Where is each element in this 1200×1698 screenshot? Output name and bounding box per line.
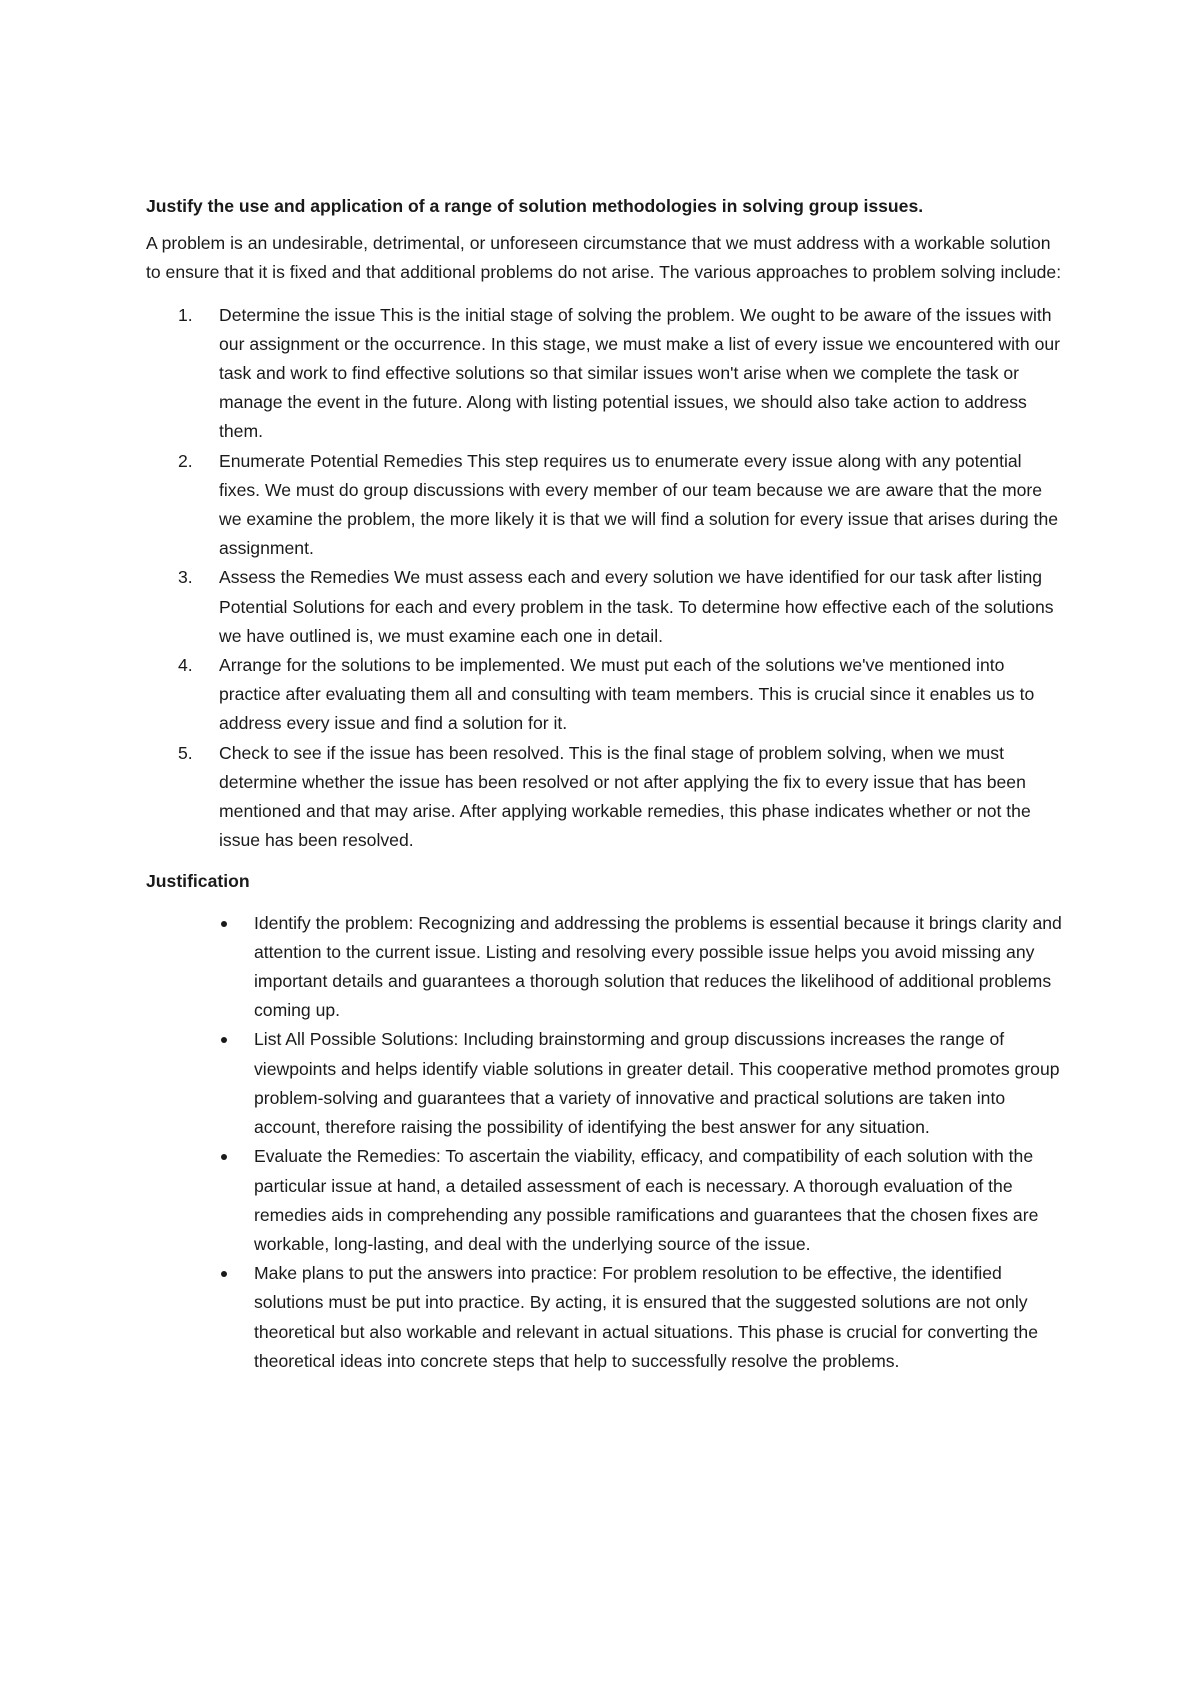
list-item [146,909,1066,1026]
list-item-text: Determine the issue This is the initial stage of solving the problem. We ought to be aware of the issues with our assignment or the occurrence. In this stage, we must make a list of every issue we encountered with our task and work to find effective solutions so that similar issues won't arise when we complete the task or manage the event in the future. Along with listing potential issues, we should also take action to address them. [219,304,1060,442]
document-heading: Justify the use and application of a range of solution methodologies in solving group issues. [146,196,924,216]
bullet-icon [221,1037,227,1043]
list-item [146,1025,1066,1142]
list-item [146,301,1066,447]
list-number: 4. [178,655,193,676]
list-item [146,447,1066,564]
list-item [146,739,1066,856]
list-item [146,651,1066,739]
list-item-text: Make plans to put the answers into practice: For problem resolution to be effective, the identified solutions must be put into practice. By acting, it is ensured that the suggested solutions are not only theoretical but also workable and relevant in actual situations. This phase is crucial for converting the theoretical ideas into concrete steps that help to successfully resolve the problems. [254,1263,1039,1371]
list-item [146,1259,1066,1376]
list-item [146,563,1066,651]
justification-list [146,909,1066,1376]
list-item-text: List All Possible Solutions: Including brainstorming and group discussions increases the range of viewpoints and helps identify viable solutions in greater detail. This cooperative method promotes group problem-solving and guarantees that a variety of innovative and practical solutions are taken into account, therefore raising the possibility of identifying the best answer for any situation. [254,1029,1060,1138]
list-number: 5. [178,742,193,763]
list-number: 3. [178,567,193,588]
list-item-text: Evaluate the Remedies: To ascertain the viability, efficacy, and compatibility of each solution with the particular issue at hand, a detailed assessment of each is necessary. A thorough evaluation of the remedies aids in comprehending any possible ramifications and guarantees that the chosen fixes are workable, long-lasting, and deal with the underlying source of the issue. [254,1146,1039,1254]
list-number: 1. [178,304,193,325]
steps-list [146,301,1066,856]
list-number: 2. [178,450,193,471]
list-item-text: Arrange for the solutions to be implemented. We must put each of the solutions we've mentioned into practice after evaluating them all and consulting with team members. This is crucial since it enables us to address every issue and find a solution for it. [219,655,1035,734]
document-body [146,192,1066,1376]
bullet-icon [221,1271,227,1277]
list-item [146,1142,1066,1259]
bullet-icon [221,921,227,927]
bullet-icon [221,1154,227,1160]
list-item-text: Assess the Remedies We must assess each and every solution we have identified for our task after listing Potential Solutions for each and every problem in the task. To determine how effective each of the solutions we have outlined is, we must examine each one in detail. [219,567,1054,646]
intro-paragraph: A problem is an undesirable, detrimental, or unforeseen circumstance that we must address with a workable solution to ensure that it is fixed and that additional problems do not arise. The various approaches to problem solving include: [146,233,1062,283]
list-item-text: Enumerate Potential Remedies This step requires us to enumerate every issue along with any potential fixes. We must do group discussions with every member of our team because we are aware that the more we examine the problem, the more likely it is that we will find a solution for every issue that arises during the assignment. [219,450,1059,559]
justification-heading: Justification [146,871,250,892]
list-item-text: Check to see if the issue has been resolved. This is the final stage of problem solving, when we must determine whether the issue has been resolved or not after applying the fix to every issue that has been mentioned and that may arise. After applying workable remedies, this phase indicates whether or not the issue has been resolved. [219,742,1031,851]
list-item-text: Identify the problem: Recognizing and addressing the problems is essential because it brings clarity and attention to the current issue. Listing and resolving every possible issue helps you avoid missing any important details and guarantees a thorough solution that reduces the likelihood of additional problems coming up. [254,912,1062,1021]
